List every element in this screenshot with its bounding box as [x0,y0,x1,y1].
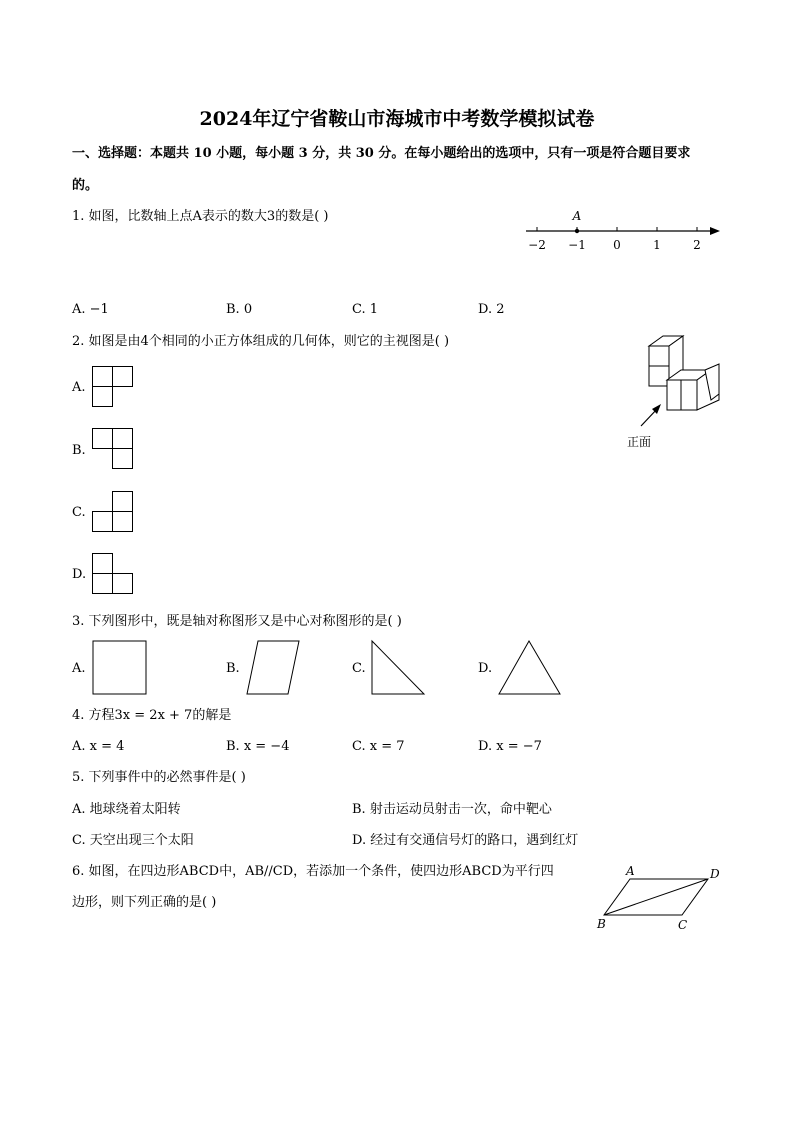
q5-option-b[interactable]: B. 射击运动员射击一次，命中靶心 [352,802,552,817]
tick-label: 0 [613,238,621,252]
question-6-text-line2: 边形，则下列正确的是( ) [72,895,217,910]
square-shape [92,640,148,696]
q5-option-a[interactable]: A. 地球绕着太阳转 [72,802,181,817]
q5-option-d[interactable]: D. 经过有交通信号灯的路口，遇到红灯 [352,833,579,848]
q3-option-a[interactable]: A. [72,661,86,676]
q2-option-a-figure [92,366,134,408]
q2-option-c-figure [92,491,134,533]
parallelogram-shape [246,640,302,696]
q1-option-b[interactable]: B. 0 [226,302,253,317]
q1-option-c[interactable]: C. 1 [352,302,379,317]
q2-option-c[interactable]: C. [72,505,86,520]
parallelogram-abcd-figure [594,862,724,934]
question-1-text: 1. 如图，比数轴上点A表示的数大3的数是( ) [72,209,329,224]
question-2-text: 2. 如图是由4个相同的小正方体组成的几何体，则它的主视图是( ) [72,334,450,349]
section-instructions-line1: 一、选择题：本题共 10 小题，每小题 3 分，共 30 分。在每小题给出的选项中，只有一项是符合题目要求 [72,146,691,161]
tick-label: −2 [528,238,546,252]
question-6-text-line1: 6. 如图，在四边形ABCD中，AB//CD，若添加一个条件，使四边形ABCD为平行四 [72,864,554,879]
q3-option-d[interactable]: D. [478,661,493,676]
tick-label: −1 [568,238,586,252]
q4-option-b[interactable]: B. x = −4 [226,739,290,754]
q4-option-a[interactable]: A. x = 4 [72,739,125,754]
vertex-c-label: C [678,918,688,932]
q2-option-d-figure [92,553,134,595]
vertex-b-label: B [597,917,606,931]
q2-option-b[interactable]: B. [72,443,86,458]
question-5-text: 5. 下列事件中的必然事件是( ) [72,770,246,785]
q2-option-b-figure [92,428,134,470]
point-a-dot [575,229,579,233]
q4-option-d[interactable]: D. x = −7 [478,739,542,754]
question-4-text: 4. 方程3x = 2x + 7的解是 [72,708,232,723]
q1-option-d[interactable]: D. 2 [478,302,505,317]
right-triangle-shape [371,640,427,696]
front-view-label: 正面 [627,435,652,449]
q3-option-c[interactable]: C. [352,661,366,676]
q4-option-c[interactable]: C. x = 7 [352,739,405,754]
q3-option-b[interactable]: B. [226,661,240,676]
section-instructions-line2: 的。 [72,178,99,193]
q1-option-a[interactable]: A. −1 [72,302,109,317]
point-a-label: A [572,209,582,223]
q2-option-d[interactable]: D. [72,567,87,582]
vertex-d-label: D [710,867,720,881]
q2-option-a[interactable]: A. [72,380,86,395]
page-title: 2024年辽宁省鞍山市海城市中考数学模拟试卷 [199,108,595,130]
number-line-figure [520,205,730,255]
tick-label: 1 [653,238,661,252]
cube-stack-figure [615,330,730,455]
tick-label: 2 [693,238,701,252]
equilateral-triangle-shape [498,640,562,696]
question-3-text: 3. 下列图形中，既是轴对称图形又是中心对称图形的是( ) [72,614,402,629]
q5-option-c[interactable]: C. 天空出现三个太阳 [72,833,194,848]
vertex-a-label: A [626,864,635,878]
